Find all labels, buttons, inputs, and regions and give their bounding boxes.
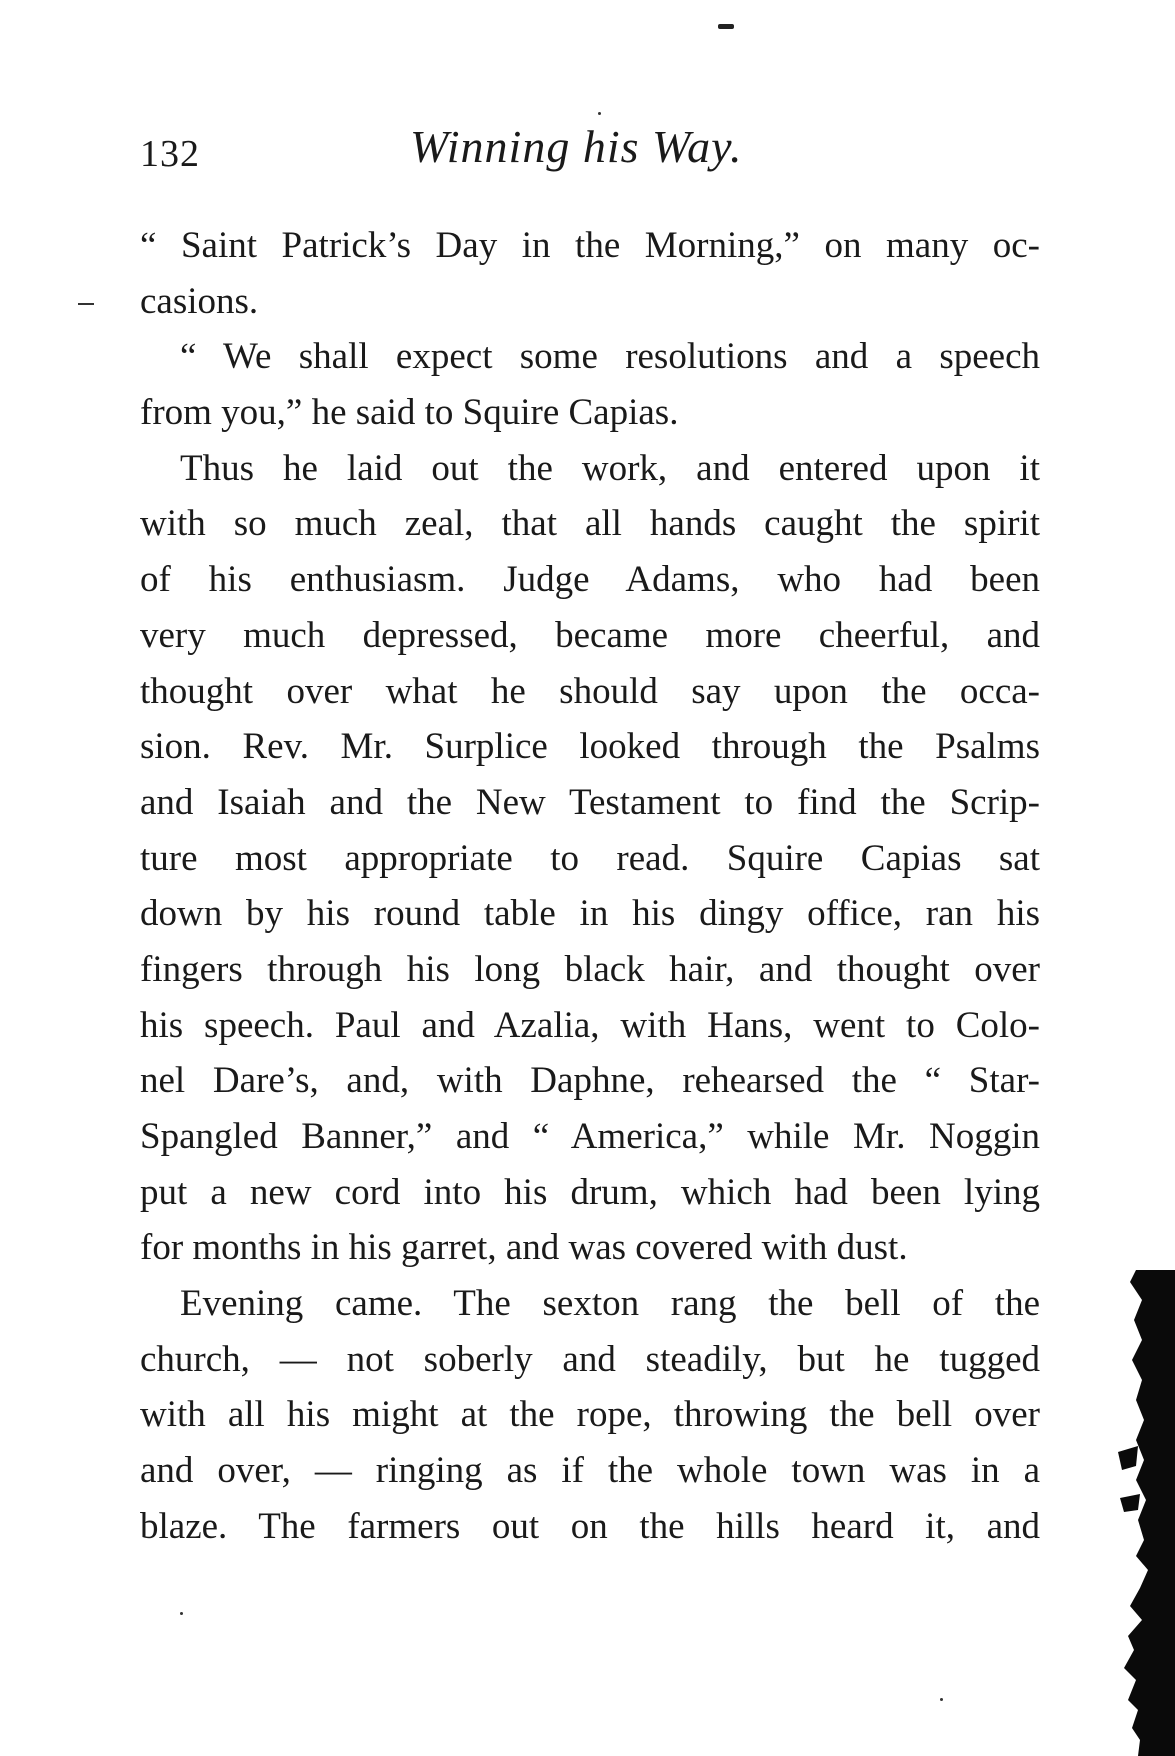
text-line: and over, — ringing as if the whole town was in a (140, 1450, 1040, 1492)
text-line: with so much zeal, that all hands caught the spirit (140, 503, 1040, 545)
text-line: fingers through his long black hair, and thought over (140, 948, 1040, 990)
body-text (140, 218, 1040, 1555)
text-line: nel Dare’s, and, with Daphne, rehearsed the “ Star- (140, 1060, 1040, 1102)
scan-edge-shadow (1118, 1270, 1175, 1756)
text-line: thought over what he should say upon the occa- (140, 670, 1040, 712)
running-head (140, 120, 1040, 190)
text-line: of his enthusiasm. Judge Adams, who had been (140, 559, 1040, 601)
text-line: his speech. Paul and Azalia, with Hans, went to Colo- (140, 1004, 1040, 1046)
text-line: church, — not soberly and steadily, but he tugged (140, 1338, 1040, 1380)
text-line: very much depressed, became more cheerful, and (140, 614, 1040, 656)
text-line: Thus he laid out the work, and entered upon it (180, 447, 1040, 489)
text-line: “ Saint Patrick’s Day in the Morning,” on many oc- (140, 225, 1040, 266)
paper-speck (598, 112, 601, 115)
text-line: for months in his garret, and was covered with dust. (140, 1227, 908, 1269)
margin-mark (78, 303, 94, 305)
print-mark (718, 24, 734, 29)
text-line: Spangled Banner,” and “ America,” while Mr. Noggin (140, 1116, 1040, 1157)
page-number: 132 (140, 133, 200, 175)
text-line: casions. (140, 280, 259, 322)
running-title: Winning his Way. (410, 121, 743, 172)
text-line: and Isaiah and the New Testament to find the Scrip- (140, 781, 1040, 823)
paper-speck (940, 1698, 943, 1701)
text-line: blaze. The farmers out on the hills heard it, and (140, 1505, 1040, 1547)
paper-speck (180, 1612, 183, 1615)
text-line: with all his might at the rope, throwing the bell over (140, 1394, 1040, 1436)
text-line: ture most appropriate to read. Squire Capias sat (140, 837, 1040, 879)
text-line: sion. Rev. Mr. Surplice looked through the Psalms (140, 726, 1040, 768)
text-line: from you,” he said to Squire Capias. (140, 392, 679, 434)
text-line: “ We shall expect some resolutions and a speech (180, 336, 1040, 378)
text-line: Evening came. The sexton rang the bell of the (180, 1283, 1040, 1325)
text-line: put a new cord into his drum, which had been lying (140, 1171, 1040, 1213)
text-line: down by his round table in his dingy office, ran his (140, 893, 1040, 935)
